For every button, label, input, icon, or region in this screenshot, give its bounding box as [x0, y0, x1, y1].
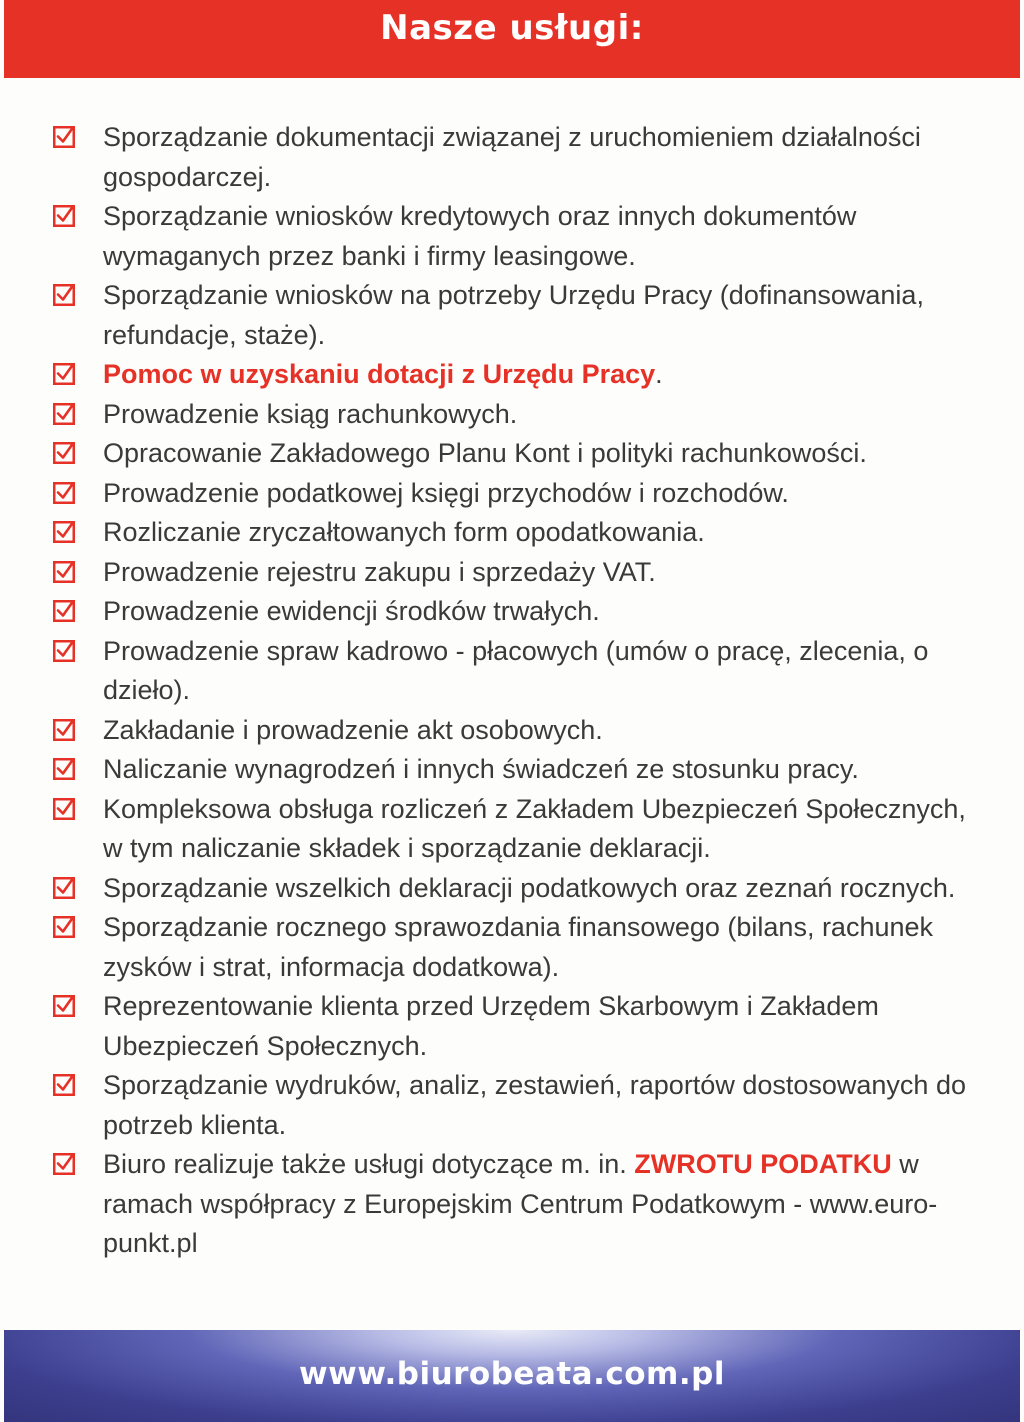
checked-box-icon [53, 1074, 75, 1096]
list-item [0, 1145, 1024, 1264]
page-title: Nasze usługi: [380, 8, 644, 48]
list-item [0, 908, 1024, 987]
checked-box-icon [53, 1153, 75, 1175]
checked-box-icon [53, 758, 75, 780]
service-text: Naliczanie wynagrodzeń i innych świadczeń ze stosunku pracy. [103, 754, 859, 784]
list-item [0, 1066, 1024, 1145]
list-item [0, 711, 1024, 751]
service-text: Prowadzenie ewidencji środków trwałych. [103, 596, 600, 626]
service-text: Kompleksowa obsługa rozliczeń z Zakładem Ubezpieczeń Społecznych, w tym naliczanie składek i sporządzanie deklaracji. [103, 793, 966, 863]
list-item [0, 632, 1024, 711]
checked-box-icon [53, 482, 75, 504]
service-text: Sporządzanie wszelkich deklaracji podatkowych oraz zeznań rocznych. [103, 872, 956, 903]
checked-box-icon [53, 284, 75, 306]
checked-box-icon [53, 600, 75, 622]
service-text: Reprezentowanie klienta przed Urzędem Skarbowym i Zakładem Ubezpieczeń Społecznych. [103, 991, 879, 1061]
checked-box-icon [53, 363, 75, 385]
list-item [0, 592, 1024, 632]
checked-box-icon [53, 719, 75, 741]
service-highlight: Pomoc w uzyskaniu dotacji z Urzędu Pracy [103, 359, 656, 389]
service-text: Sporządzanie wniosków na potrzeby Urzędu Pracy (dofinansowania, refundacje, staże). [103, 280, 924, 350]
services-list [0, 118, 1024, 1264]
service-text: Sporządzanie wniosków kredytowych oraz innych dokumentów wymaganych przez banki i firmy leasingowe. [103, 201, 857, 271]
list-item [0, 513, 1024, 553]
checked-box-icon [53, 205, 75, 227]
service-text: Prowadzenie podatkowej księgi przychodów i rozchodów. [103, 477, 789, 508]
checked-box-icon [53, 640, 75, 662]
checked-box-icon [53, 126, 75, 148]
list-item [0, 869, 1024, 909]
checked-box-icon [53, 877, 75, 899]
service-text: Prowadzenie spraw kadrowo - płacowych (umów o pracę, zlecenia, o dzieło). [103, 635, 929, 705]
service-text: Rozliczanie zryczałtowanych form opodatkowania. [103, 517, 705, 547]
service-text: Prowadzenie rejestru zakupu i sprzedaży VAT. [103, 556, 656, 587]
list-item [0, 474, 1024, 514]
list-item [0, 197, 1024, 276]
footer-banner [4, 1330, 1020, 1422]
list-item [0, 553, 1024, 593]
header-banner [4, 0, 1020, 78]
service-text: Zakładanie i prowadzenie akt osobowych. [103, 714, 603, 745]
checked-box-icon [53, 916, 75, 938]
service-text: Opracowanie Zakładowego Planu Kont i polityki rachunkowości. [103, 438, 867, 468]
list-item [0, 987, 1024, 1066]
list-item [0, 790, 1024, 869]
list-item [0, 434, 1024, 474]
checked-box-icon [53, 995, 75, 1017]
list-item [0, 750, 1024, 790]
list-item [0, 395, 1024, 435]
service-text: Sporządzanie wydruków, analiz, zestawień, raportów dostosowanych do potrzeb klienta. [103, 1070, 966, 1140]
checked-box-icon [53, 403, 75, 425]
checked-box-icon [53, 561, 75, 583]
service-text-after: . [655, 359, 663, 389]
service-text: Prowadzenie ksiąg rachunkowych. [103, 398, 518, 429]
service-text: Biuro realizuje także usługi dotyczące m. in. [103, 1149, 627, 1179]
checked-box-icon [53, 521, 75, 543]
service-text: Sporządzanie dokumentacji związanej z uruchomieniem działalności gospodarczej. [103, 122, 921, 192]
list-item [0, 118, 1024, 197]
list-item [0, 355, 1024, 395]
list-item [0, 276, 1024, 355]
service-text: Sporządzanie rocznego sprawozdania finansowego (bilans, rachunek zysków i strat, informacja dodatkowa). [103, 912, 934, 982]
service-highlight: ZWROTU PODATKU [634, 1149, 892, 1179]
checked-box-icon [53, 442, 75, 464]
website-url: www.biurobeata.com.pl [299, 1356, 725, 1392]
service-text-after: w ramach współpracy z Europejskim Centrum Podatkowym - www.euro-punkt.pl [103, 1149, 938, 1258]
checked-box-icon [53, 798, 75, 820]
